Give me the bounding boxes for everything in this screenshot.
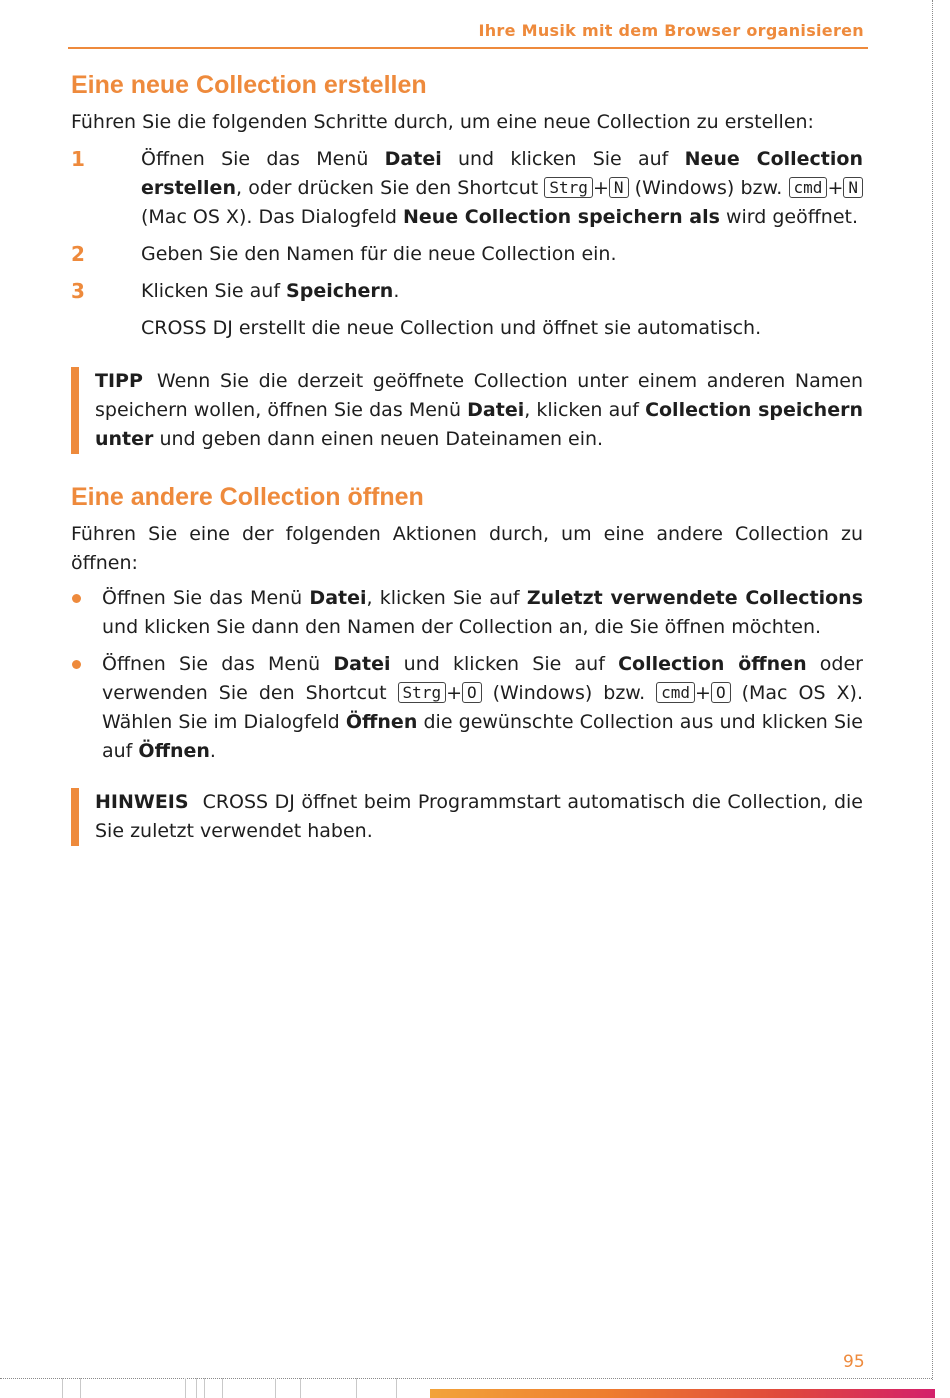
- crop-mark: [222, 1378, 223, 1398]
- keyboard-key: Strg: [544, 177, 593, 198]
- bullet-dot: [71, 650, 102, 766]
- crop-mark: [300, 1378, 301, 1398]
- step-number: 2: [71, 242, 85, 266]
- text-span: wird geöffnet.: [719, 206, 859, 228]
- section-intro: Führen Sie die folgenden Schritte durch, um eine neue Collection zu erstellen:: [71, 111, 814, 133]
- text-span: (Mac OS X). Das Dialogfeld: [141, 206, 403, 228]
- text-span: und klicken Sie auf: [390, 653, 619, 675]
- step-result: CROSS DJ erstellt die neue Collection und öffnet sie automatisch.: [141, 317, 762, 339]
- text-span: , klicken auf: [524, 399, 646, 421]
- text-span: , klicken Sie auf: [366, 587, 527, 609]
- key-plus: +: [592, 177, 609, 199]
- keyboard-key: O: [462, 682, 482, 703]
- bullet-dot: [71, 584, 102, 642]
- keyboard-key: Strg: [398, 682, 447, 703]
- section-heading-open-collection: Eine andere Collection öffnen: [71, 483, 424, 511]
- footer-color-bar: [430, 1389, 935, 1398]
- command-name: Neue Collection erstellen: [141, 148, 863, 199]
- callout-bar: [71, 367, 79, 454]
- note-callout: [71, 788, 863, 846]
- dialog-name: Neue Collection speichern als: [402, 206, 720, 228]
- step-item: [71, 277, 863, 306]
- text-span: Öffnen Sie das Menü: [102, 587, 310, 609]
- keyboard-key: cmd: [656, 682, 695, 703]
- menu-name: Datei: [333, 653, 391, 675]
- text-span: , oder drücken Sie den Shortcut: [235, 177, 545, 199]
- keyboard-key: N: [609, 177, 629, 198]
- step-number: 3: [71, 279, 85, 303]
- step-text: [141, 145, 863, 232]
- page-content: [71, 68, 863, 846]
- dialog-name: Öffnen: [345, 711, 418, 733]
- menu-name: Datei: [309, 587, 367, 609]
- crop-mark: [396, 1378, 397, 1398]
- step-text: Geben Sie den Namen für die neue Collection ein.: [141, 243, 617, 265]
- text-span: (Windows) bzw.: [481, 682, 657, 704]
- bullet-text: [102, 650, 863, 766]
- bullet-item: [71, 650, 863, 766]
- command-name: Collection speichern unter: [95, 399, 863, 450]
- key-plus: +: [695, 682, 711, 704]
- text-span: (Windows) bzw.: [628, 177, 789, 199]
- note-label: HINWEIS: [95, 791, 189, 813]
- crop-mark: [275, 1378, 276, 1398]
- crop-mark: [204, 1378, 205, 1398]
- tip-label: TIPP: [95, 370, 143, 392]
- section-heading-new-collection: Eine neue Collection erstellen: [71, 71, 427, 99]
- menu-name: Datei: [384, 148, 442, 170]
- text-span: Klicken Sie auf: [141, 280, 287, 302]
- text-span: Öffnen Sie das Menü: [102, 653, 334, 675]
- menu-name: Datei: [467, 399, 525, 421]
- note-text: [95, 788, 863, 846]
- header-rule: [68, 47, 868, 49]
- step-number: 1: [71, 147, 85, 171]
- text-span: Wenn Sie die derzeit geöffnete Collection unter einem anderen Namen speichern wollen, öffnen Sie das Menü: [95, 370, 863, 421]
- text-span: und klicken Sie auf: [441, 148, 685, 170]
- text-span: CROSS DJ öffnet beim Programmstart automatisch die Collection, die Sie zuletzt verwendet haben.: [95, 791, 863, 842]
- callout-bar: [71, 788, 79, 846]
- key-plus: +: [827, 177, 844, 199]
- text-span: und klicken Sie dann den Namen der Collection an, die Sie öffnen möchten.: [102, 616, 822, 638]
- step-text: [141, 277, 863, 306]
- page-number: 95: [843, 1352, 865, 1372]
- text-span: .: [209, 740, 216, 762]
- crop-mark: [196, 1378, 197, 1398]
- text-span: und geben dann einen neuen Dateinamen ein.: [153, 428, 604, 450]
- keyboard-key: cmd: [789, 177, 828, 198]
- text-span: .: [393, 280, 400, 302]
- tip-text: [95, 367, 863, 454]
- text-span: (Mac OS X). Wählen Sie im Dialogfeld: [102, 682, 863, 733]
- crop-mark: [80, 1378, 81, 1398]
- text-span: die gewünschte Collection aus und klicken Sie auf: [102, 711, 863, 762]
- keyboard-key: N: [843, 177, 863, 198]
- bullet-text: [102, 584, 863, 642]
- bullet-list: [71, 584, 863, 766]
- text-span: oder verwenden Sie den Shortcut: [102, 653, 863, 704]
- button-name: Speichern: [286, 280, 394, 302]
- steps-list: [71, 145, 863, 343]
- crop-mark: [185, 1378, 186, 1398]
- text-span: Öffnen Sie das Menü: [141, 148, 385, 170]
- button-name: Öffnen: [138, 740, 210, 762]
- step-item: [71, 240, 863, 269]
- running-header: Ihre Musik mit dem Browser organisieren: [478, 21, 864, 40]
- key-plus: +: [446, 682, 462, 704]
- page-frame-bottom: [0, 1378, 932, 1379]
- step-item: [71, 145, 863, 232]
- command-name: Zuletzt verwendete Collections: [526, 587, 864, 609]
- tip-callout: [71, 367, 863, 454]
- command-name: Collection öffnen: [618, 653, 807, 675]
- keyboard-key: O: [711, 682, 731, 703]
- section-intro: Führen Sie eine der folgenden Aktionen durch, um eine andere Collection zu öffnen:: [71, 523, 863, 574]
- page-frame-right: [932, 0, 933, 1380]
- crop-mark: [356, 1378, 357, 1398]
- crop-mark: [62, 1378, 63, 1398]
- bullet-item: [71, 584, 863, 642]
